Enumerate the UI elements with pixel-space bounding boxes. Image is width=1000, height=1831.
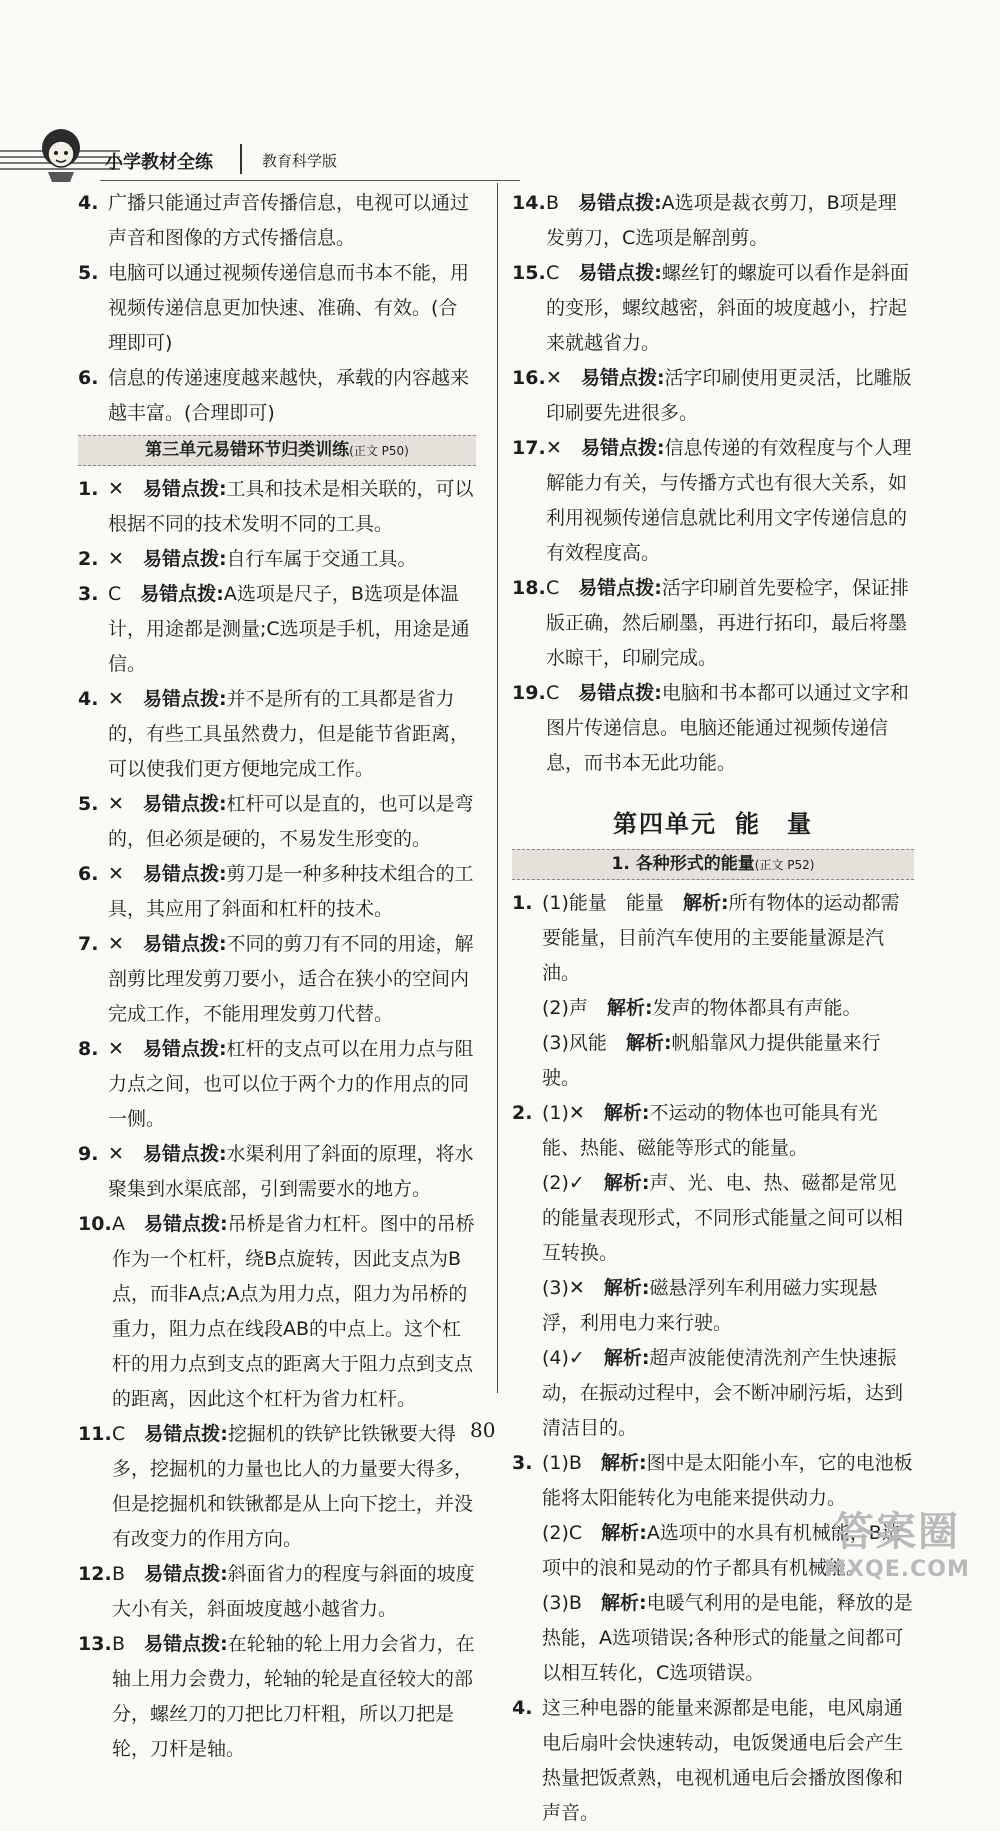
item-explanation: 自行车属于交通工具。 — [226, 548, 417, 570]
item-answer: ✕ — [546, 367, 562, 389]
item-text: 信息的传递速度越来越快，承载的内容越来越丰富。(合理即可) — [108, 367, 470, 424]
intro-item — [78, 256, 476, 361]
item-number: 5. — [78, 793, 99, 815]
sub-answer-tag: (1)B — [542, 1452, 582, 1474]
sub-answer-text: 超声波能使清洗剂产生快速振动，在振动过程中，会不断冲刷污垢，达到清洁目的。 — [542, 1347, 904, 1439]
sub-answer — [542, 1271, 914, 1341]
item-text: 电脑可以通过视频传递信息而书本不能，用视频传递信息更加快速、准确、有效。(合理即可) — [108, 262, 470, 354]
section-banner-energy — [512, 849, 914, 880]
sub-answer-label: 解析: — [603, 1277, 650, 1299]
item-explanation: A选项是尺子，B选项是体温计，用途都是测量;C选项是手机，用途是通信。 — [108, 583, 470, 675]
intro-item — [78, 361, 476, 431]
item-explanation: 斜面省力的程度与斜面的坡度大小有关，斜面坡度越小越省力。 — [112, 1563, 475, 1620]
item-label: 易错点拨: — [142, 1038, 227, 1060]
item-label: 易错点拨: — [142, 933, 227, 955]
sub-answer-text: 帆船靠风力提供能量来行驶。 — [542, 1032, 881, 1089]
sub-answer-text: A选项中的水具有机械能，B选项中的浪和晃动的竹子都具有机械能。 — [542, 1522, 901, 1579]
item-label: 易错点拨: — [142, 548, 227, 570]
sub-answer-label: 解析: — [600, 1592, 647, 1614]
item-label: 易错点拨: — [142, 688, 227, 710]
item-answer: A — [112, 1213, 125, 1235]
sub-answer-label: 解析: — [603, 1347, 650, 1369]
answer-item — [78, 1557, 476, 1627]
item-label: 易错点拨: — [140, 583, 224, 605]
item-number: 14. — [512, 192, 546, 214]
item-answer: ✕ — [546, 437, 562, 459]
answer-item — [78, 857, 476, 927]
intro-item — [78, 186, 476, 256]
sub-answer-text: 所有物体的运动都需要能量，目前汽车使用的主要能量源是汽油。 — [542, 892, 900, 984]
sub-answer — [542, 991, 914, 1026]
sub-answer — [542, 1096, 914, 1166]
watermark-logo — [822, 1500, 972, 1582]
item-explanation: 螺丝钉的螺旋可以看作是斜面的变形，螺纹越密，斜面的坡度越小，拧起来就越省力。 — [546, 262, 909, 354]
item-number: 6. — [78, 863, 99, 885]
answer-item — [78, 1417, 476, 1557]
watermark-line1: 答案圈 — [834, 1509, 960, 1555]
section-title: 1. 各种形式的能量 — [611, 854, 755, 874]
sub-answer-label: 解析: — [600, 1452, 647, 1474]
item-explanation: 杠杆可以是直的，也可以是弯的，但必须是硬的，不易发生形变的。 — [108, 793, 474, 850]
item-number: 6. — [78, 367, 99, 389]
sub-answer — [542, 1586, 914, 1691]
item-label: 易错点拨: — [578, 262, 662, 284]
item-answer: ✕ — [108, 548, 124, 570]
item-label: 易错点拨: — [578, 682, 662, 704]
item-explanation: 杠杆的支点可以在用力点与阻力点之间，也可以位于两个力的作用点的同一侧。 — [108, 1038, 474, 1130]
sub-answer-text: 发声的物体都具有声能。 — [652, 997, 862, 1019]
sub-answer-label: 解析: — [601, 1522, 647, 1544]
item-label: 易错点拨: — [142, 1143, 227, 1165]
energy-answer-list — [512, 886, 914, 1831]
column-divider — [497, 183, 498, 1393]
item-explanation: 活字印刷使用更灵活，比雕版印刷要先进很多。 — [546, 367, 912, 424]
item-number: 16. — [512, 367, 546, 389]
item-explanation: 信息传递的有效程度与个人理解能力有关，与传播方式也有很大关系，如利用视频传递信息就比利用文字传递信息的有效程度高。 — [546, 437, 912, 564]
sub-answer-label: 解析: — [603, 1172, 650, 1194]
answer-item — [78, 1627, 476, 1767]
sub-answer-label: 解析: — [603, 1102, 650, 1124]
sub-answer-label: 解析: — [606, 997, 653, 1019]
item-answer: ✕ — [108, 688, 124, 710]
sub-answer — [542, 886, 914, 991]
answer-item — [512, 186, 914, 256]
sub-answer-label: 解析: — [625, 1032, 672, 1054]
item-answer: C — [108, 583, 122, 605]
item-number: 18. — [512, 577, 546, 599]
sub-answer-tag: (2)声 — [542, 997, 588, 1019]
item-label: 易错点拨: — [144, 1213, 228, 1235]
item-number: 4. — [512, 1697, 533, 1719]
item-number: 2. — [78, 548, 99, 570]
sub-answer-tag: (2)C — [542, 1522, 583, 1544]
item-explanation: 不同的剪刀有不同的用途，解剖剪比理发剪刀要小，适合在狭小的空间内完成工作，不能用理发剪刀代替。 — [108, 933, 474, 1025]
item-answer: ✕ — [108, 933, 124, 955]
item-answer: B — [112, 1633, 126, 1655]
item-number: 9. — [78, 1143, 99, 1165]
sub-answer — [542, 1026, 914, 1096]
sub-answer — [542, 1166, 914, 1271]
item-answer: C — [546, 682, 560, 704]
answer-item — [78, 472, 476, 542]
right-column — [512, 186, 914, 1831]
item-answer: B — [546, 192, 560, 214]
section-banner-unit3 — [78, 435, 476, 466]
sub-answer-tag: (3)✕ — [542, 1277, 585, 1299]
answer-item — [512, 676, 914, 781]
sub-answer-tag: (4)✓ — [542, 1347, 585, 1369]
item-number: 2. — [512, 1102, 533, 1124]
item-answer: ✕ — [108, 1038, 124, 1060]
intro-answer-list — [78, 186, 476, 431]
sub-answer-text: 电暖气利用的是电能，释放的是热能，A选项错误;各种形式的能量之间都可以相互转化，C选项错误。 — [542, 1592, 913, 1684]
item-label: 易错点拨: — [144, 1423, 228, 1445]
question-q4 — [512, 1691, 914, 1831]
item-label: 易错点拨: — [142, 863, 227, 885]
answer-item — [512, 361, 914, 431]
sub-answer — [542, 1341, 914, 1446]
sub-answer-text: 不运动的物体也可能具有光能、热能、磁能等形式的能量。 — [542, 1102, 878, 1159]
unit3-answer-list — [78, 472, 476, 1767]
answer-item — [78, 577, 476, 682]
item-answer: ✕ — [108, 863, 124, 885]
header-rule — [100, 180, 520, 181]
answer-item — [78, 787, 476, 857]
item-number: 4. — [78, 688, 99, 710]
item-text: 这三种电器的能量来源都是电能，电风扇通电后扇叶会快速转动，电饭煲通电后会产生热量把饭煮熟，电视机通电后会播放图像和声音。 — [542, 1697, 904, 1824]
unit4-heading — [512, 803, 914, 845]
item-number: 1. — [78, 478, 99, 500]
item-label: 易错点拨: — [578, 192, 662, 214]
item-explanation: A选项是裁衣剪刀，B项是理发剪刀，C选项是解剖剪。 — [546, 192, 897, 249]
answer-item — [78, 1032, 476, 1137]
answer-item — [512, 571, 914, 676]
unit-title-part-b: 能 量 — [735, 810, 813, 838]
item-explanation: 吊桥是省力杠杆。图中的吊桥作为一个杠杆，绕B点旋转，因此支点为B点，而非A点;A点为用力点，阻力为吊桥的重力，阻力点在线段AB的中点上。这个杠杆的用力点到支点的距离大于阻力点到支点的距离，因此这个杠杆为省力杠杆。 — [112, 1213, 475, 1410]
item-text: 广播只能通过声音传播信息，电视可以通过声音和图像的方式传播信息。 — [108, 192, 470, 249]
answer-item — [78, 682, 476, 787]
sub-answer-text: 图中是太阳能小车，它的电池板能将太阳能转化为电能来提供动力。 — [542, 1452, 913, 1509]
item-number: 15. — [512, 262, 546, 284]
sub-answer-text: 磁悬浮列车利用磁力实现悬浮，利用电力来行驶。 — [542, 1277, 878, 1334]
sub-answer-label: 解析: — [682, 892, 729, 914]
unit3-answer-list-continued — [512, 186, 914, 781]
edition-label: 教育科学版 — [262, 152, 338, 170]
item-answer: C — [546, 262, 560, 284]
item-number: 1. — [512, 892, 533, 914]
item-answer: C — [546, 577, 560, 599]
answer-item — [78, 1207, 476, 1417]
answer-item — [78, 927, 476, 1032]
item-explanation: 在轮轴的轮上用力会省力，在轴上用力会费力，轮轴的轮是直径较大的部分，螺丝刀的刀把比刀杆粗，所以刀把是轮，刀杆是轴。 — [112, 1633, 475, 1760]
item-label: 易错点拨: — [578, 577, 662, 599]
item-number: 17. — [512, 437, 546, 459]
answer-item — [78, 542, 476, 577]
item-label: 易错点拨: — [580, 437, 665, 459]
question-q1 — [512, 886, 914, 1096]
item-explanation: 水渠利用了斜面的原理，将水聚集到水渠底部，引到需要水的地方。 — [108, 1143, 474, 1200]
item-label: 易错点拨: — [142, 793, 227, 815]
item-number: 13. — [78, 1633, 112, 1655]
item-answer: C — [112, 1423, 126, 1445]
answer-item — [512, 431, 914, 571]
sub-answer-tag: (3)B — [542, 1592, 582, 1614]
item-number: 19. — [512, 682, 546, 704]
mascot-logo-icon — [30, 122, 92, 184]
item-answer: ✕ — [108, 478, 124, 500]
section-ref: (正文 P50) — [349, 444, 409, 458]
item-number: 3. — [78, 583, 99, 605]
sub-answer-text: 声、光、电、热、磁都是常见的能量表现形式，不同形式能量之间可以相互转换。 — [542, 1172, 904, 1264]
question-q2 — [512, 1096, 914, 1446]
sub-answer-tag: (3)风能 — [542, 1032, 607, 1054]
item-explanation: 并不是所有的工具都是省力的，有些工具虽然费力，但是能节省距离，可以使我们更方便地完成工作。 — [108, 688, 470, 780]
item-number: 4. — [78, 192, 99, 214]
item-explanation: 剪刀是一种多种技术组合的工具，其应用了斜面和杠杆的技术。 — [108, 863, 474, 920]
item-number: 5. — [78, 262, 99, 284]
item-number: 10. — [78, 1213, 112, 1235]
item-number: 3. — [512, 1452, 533, 1474]
item-answer: ✕ — [108, 1143, 124, 1165]
unit-title-part-a: 第四单元 — [613, 810, 717, 838]
answer-item — [78, 1137, 476, 1207]
sub-answer-tag: (1)✕ — [542, 1102, 585, 1124]
item-number: 8. — [78, 1038, 99, 1060]
item-explanation: 工具和技术是相关联的，可以根据不同的技术发明不同的工具。 — [108, 478, 474, 535]
item-answer: ✕ — [108, 793, 124, 815]
answer-item — [512, 256, 914, 361]
item-number: 11. — [78, 1423, 112, 1445]
section-title: 第三单元易错环节归类训练 — [145, 440, 350, 460]
item-explanation: 挖掘机的铁铲比铁锹要大得多，挖掘机的力量也比人的力量要大得多，但是挖掘机和铁锹都是从上向下挖土，并没有改变力的作用方向。 — [112, 1423, 474, 1550]
watermark-line2: MXQE.COM — [824, 1557, 970, 1582]
series-title: 小学教材全练 — [105, 152, 213, 173]
sub-answer-tag: (2)✓ — [542, 1172, 585, 1194]
item-label: 易错点拨: — [144, 1563, 228, 1585]
item-explanation: 电脑和书本都可以通过文字和图片传递信息。电脑还能通过视频传递信息，而书本无此功能。 — [546, 682, 909, 774]
item-number: 7. — [78, 933, 99, 955]
page-number: 80 — [470, 1418, 496, 1442]
left-column — [78, 186, 476, 1767]
item-explanation: 活字印刷首先要检字，保证排版正确，然后刷墨，再进行拓印，最后将墨水晾干，印刷完成。 — [546, 577, 909, 669]
item-label: 易错点拨: — [142, 478, 227, 500]
item-label: 易错点拨: — [580, 367, 665, 389]
item-answer: B — [112, 1563, 126, 1585]
header-separator — [240, 144, 242, 174]
section-ref: (正文 P52) — [754, 858, 815, 872]
sub-answer-tag: (1)能量 能量 — [542, 892, 664, 914]
item-number: 12. — [78, 1563, 112, 1585]
item-label: 易错点拨: — [144, 1633, 228, 1655]
